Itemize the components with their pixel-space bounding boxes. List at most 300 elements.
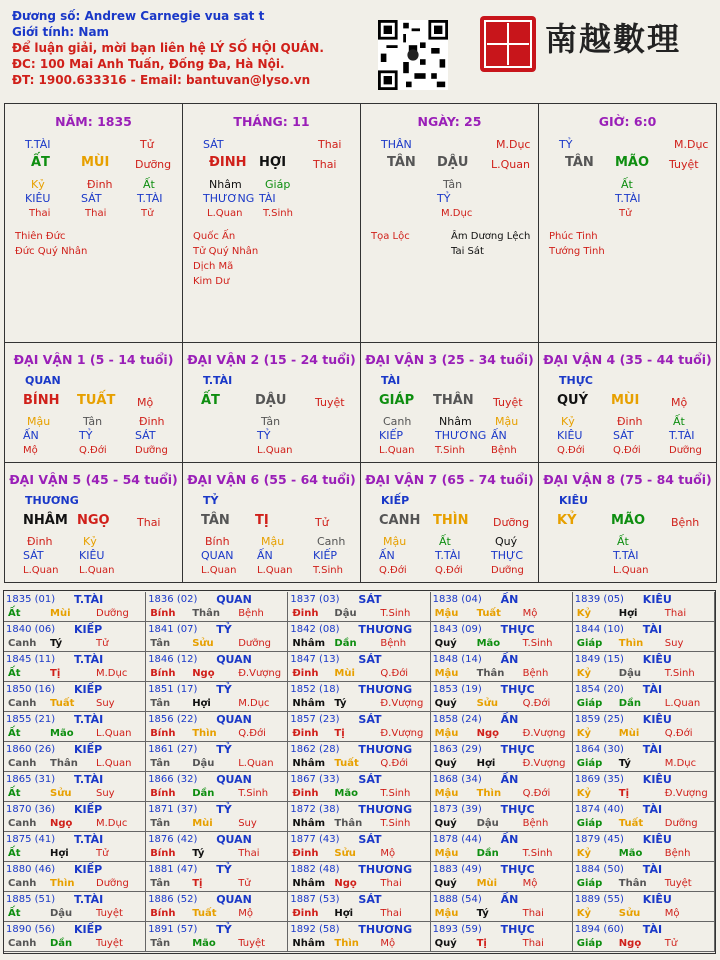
year-god: QUAN (216, 593, 252, 606)
hidden-stage: Q.Đới (79, 445, 107, 456)
earth-branch: MÃO (615, 155, 650, 170)
year-cell (4, 772, 146, 802)
year-god: SÁT (358, 713, 382, 726)
pillar-title: GIỜ: 6:0 (598, 114, 657, 129)
hidden-stem: Quý (495, 535, 518, 548)
year-branch: Dậu (618, 668, 641, 679)
hidden-stem: Kỷ (561, 415, 575, 428)
year-stem: Quý (434, 698, 457, 709)
hidden-stem: Đinh (139, 415, 165, 428)
year-god: T.TÀI (74, 653, 104, 666)
year-stage: Mộ (380, 938, 396, 949)
year-god: TỶ (216, 743, 232, 756)
year-cell (288, 592, 430, 622)
year-label: 1892 (58) (290, 924, 340, 935)
year-cell (431, 592, 573, 622)
year-label: 1868 (34) (432, 774, 482, 785)
star-note: Kim Dư (193, 276, 230, 287)
year-branch: Thìn (334, 938, 359, 949)
brand-title: 南越數理 (545, 20, 682, 58)
year-stem: Giáp (576, 758, 603, 769)
hidden-god: SÁT (613, 429, 634, 442)
year-stem: Nhâm (292, 698, 326, 709)
year-label: 1867 (33) (290, 774, 340, 785)
year-cell (288, 892, 430, 922)
hidden-stage: Thai (29, 208, 51, 219)
year-branch: Tý (618, 758, 631, 769)
year-branch: Thìn (618, 638, 644, 649)
year-god: QUAN (216, 653, 252, 666)
year-god: THỰC (500, 683, 535, 696)
dai-van-title: ĐẠI VẬN 5 (45 - 54 tuổi) (9, 472, 178, 487)
year-god: THỰC (500, 923, 535, 936)
year-stem: Ất (8, 848, 21, 859)
year-stem: Mậu (434, 668, 459, 679)
year-branch: Tý (50, 638, 63, 649)
year-branch: Dần (618, 698, 641, 709)
year-god: KIÊU (642, 773, 672, 786)
year-stage: Bệnh (238, 608, 264, 619)
hidden-god: THƯƠNG (435, 429, 487, 442)
year-stage: Đ.Vượng (380, 728, 424, 739)
year-branch: Dậu (476, 818, 499, 829)
year-label: 1869 (35) (574, 774, 624, 785)
top-stage: M.Dục (674, 138, 709, 151)
year-branch: Hợi (618, 608, 638, 619)
hidden-stem: Ất (439, 535, 451, 548)
year-cell (573, 742, 715, 772)
year-label: 1876 (42) (148, 834, 198, 845)
year-cell (288, 682, 430, 712)
year-label: 1890 (56) (6, 924, 56, 935)
year-branch: Thân (192, 608, 220, 619)
dai-van-god: THỰC (559, 374, 593, 387)
hidden-stage: L.Quan (201, 565, 237, 576)
year-god: TÀI (642, 803, 663, 816)
year-cell (573, 772, 715, 802)
hidden-stem: Nhâm (439, 415, 472, 428)
year-label: 1854 (20) (574, 684, 624, 695)
red-seal-logo (478, 14, 538, 74)
dai-van-title: ĐẠI VẬN 8 (75 - 84 tuổi) (543, 472, 712, 487)
hidden-stage: Dưỡng (669, 445, 702, 456)
year-stage: Đ.Vượng (664, 788, 708, 799)
year-label: 1878 (44) (432, 834, 482, 845)
star-note: Dịch Mã (193, 261, 234, 272)
hidden-stem: Mậu (261, 535, 285, 548)
year-stage: Tuyệt (96, 938, 123, 949)
year-god: THỰC (500, 803, 535, 816)
year-cell (146, 622, 288, 652)
dai-van-title: ĐẠI VẬN 1 (5 - 14 tuổi) (13, 352, 174, 367)
hidden-stem: Mậu (383, 535, 407, 548)
year-stage: Tử (96, 848, 109, 859)
year-stem: Mậu (434, 908, 459, 919)
year-stem: Canh (8, 878, 37, 889)
year-cell (288, 742, 430, 772)
dai-van-god: T.TÀI (203, 374, 233, 387)
earth-branch: MÙI (81, 155, 110, 170)
year-stem: Giáp (576, 818, 603, 829)
year-cell (431, 892, 573, 922)
year-stem: Đinh (292, 788, 319, 799)
year-cell (573, 652, 715, 682)
year-branch: Dần (50, 938, 73, 949)
hidden-stage: L.Quan (207, 208, 243, 219)
year-stem: Giáp (576, 878, 603, 889)
hidden-stem: Tân (261, 415, 281, 428)
heaven-stem: BÍNH (23, 393, 60, 408)
year-stem: Quý (434, 938, 457, 949)
hidden-stem: Giáp (265, 178, 291, 191)
branch-stage: Thai (137, 516, 161, 529)
hidden-god: T.TÀI (137, 192, 163, 205)
year-stem: Tân (150, 638, 171, 649)
earth-branch: TUẤT (77, 393, 116, 408)
year-god: THƯƠNG (358, 743, 413, 756)
year-cell (288, 832, 430, 862)
year-god: T.TÀI (74, 593, 104, 606)
year-god: SÁT (358, 893, 382, 906)
year-god: THƯƠNG (358, 623, 413, 636)
year-label: 1855 (21) (6, 714, 56, 725)
heaven-stem: TÂN (387, 155, 416, 170)
top-stage: Tử (140, 138, 154, 151)
hidden-stem: Tân (443, 178, 463, 191)
branch-stage: L.Quan (491, 158, 530, 171)
heaven-stem: KỶ (557, 513, 577, 528)
year-god: ẤN (500, 833, 519, 846)
year-god: TỶ (216, 683, 232, 696)
hidden-stage: T.Sinh (435, 445, 465, 456)
top-god: T.TÀI (25, 138, 51, 151)
year-stem: Bính (150, 848, 176, 859)
hidden-god: THƯƠNG (203, 192, 255, 205)
year-stem: Tân (150, 938, 171, 949)
year-cell (146, 652, 288, 682)
year-stem: Đinh (292, 668, 319, 679)
year-cell (4, 622, 146, 652)
hidden-stage: M.Dục (441, 208, 473, 219)
year-stage: M.Dục (664, 758, 697, 769)
branch-stage: Mộ (671, 396, 688, 409)
heaven-stem: TÂN (201, 513, 230, 528)
hidden-stage: L.Quan (379, 445, 415, 456)
year-label: 1866 (32) (148, 774, 198, 785)
star-note: Âm Dương Lệch (451, 231, 531, 242)
year-god: KIẾP (74, 743, 103, 756)
dai-van-title: ĐẠI VẬN 3 (25 - 34 tuổi) (365, 352, 534, 367)
year-branch: Tuất (50, 698, 75, 709)
year-god: THỰC (500, 863, 535, 876)
year-label: 1877 (43) (290, 834, 340, 845)
gender: Giới tính: Nam (12, 25, 110, 39)
year-cell (146, 712, 288, 742)
year-branch: Dần (476, 848, 499, 859)
year-stem: Tân (150, 758, 171, 769)
year-stage: Mộ (522, 878, 538, 889)
year-label: 1865 (31) (6, 774, 56, 785)
year-stage: Q.Đới (522, 788, 551, 799)
year-branch: Tý (476, 908, 489, 919)
year-label: 1870 (36) (6, 804, 56, 815)
year-label: 1880 (46) (6, 864, 56, 875)
star-note: Thiên Đức (15, 231, 66, 242)
pillar-title: THÁNG: 11 (233, 114, 310, 129)
year-stem: Canh (8, 818, 37, 829)
year-branch: Tý (334, 698, 347, 709)
year-cell (431, 682, 573, 712)
year-stem: Đinh (292, 908, 319, 919)
year-branch: Tuất (476, 608, 501, 619)
year-god: QUAN (216, 713, 252, 726)
year-cell (146, 802, 288, 832)
year-label: 1838 (04) (432, 594, 482, 605)
year-god: ẤN (500, 653, 519, 666)
hidden-stem: Bính (205, 535, 230, 548)
year-branch: Thân (50, 758, 78, 769)
year-label: 1849 (15) (574, 654, 624, 665)
hidden-stem: Ất (143, 178, 155, 191)
year-stem: Đinh (292, 608, 319, 619)
year-label: 1842 (08) (290, 624, 340, 635)
year-cell (146, 832, 288, 862)
top-god: SÁT (203, 138, 224, 151)
year-branch: Tuất (192, 908, 217, 919)
year-branch: Mùi (618, 728, 640, 739)
year-stage: Tử (238, 878, 251, 889)
year-cell (146, 772, 288, 802)
year-label: 1887 (53) (290, 894, 340, 905)
year-branch: Thân (618, 878, 647, 889)
year-stem: Nhâm (292, 878, 326, 889)
earth-branch: NGỌ (77, 513, 110, 528)
hidden-stage: Dưỡng (491, 565, 524, 576)
year-cell (431, 832, 573, 862)
hidden-stage: Thai (85, 208, 107, 219)
owner-name: Đương số: Andrew Carnegie vua sat t (12, 9, 265, 23)
year-stage: Mộ (664, 908, 680, 919)
year-stem: Bính (150, 908, 176, 919)
year-label: 1848 (14) (432, 654, 482, 665)
year-branch: Dần (334, 638, 357, 649)
year-stem: Mậu (434, 608, 459, 619)
year-stage: Tuyệt (238, 938, 266, 949)
year-stem: Nhâm (292, 758, 326, 769)
year-stem: Kỷ (576, 728, 592, 739)
header-info (12, 8, 324, 88)
pillar-title: NGÀY: 25 (417, 114, 482, 129)
hidden-stage: Tử (141, 208, 154, 219)
year-god: THỰC (500, 743, 535, 756)
hidden-god: TỶ (257, 429, 271, 442)
dai-van-4 (538, 342, 717, 463)
year-god: KIÊU (642, 593, 672, 606)
year-stem: Kỷ (576, 608, 592, 619)
year-branch: Mùi (476, 878, 498, 889)
branch-stage: Thai (313, 158, 337, 171)
year-stem: Tân (150, 878, 171, 889)
year-stage: Suy (664, 638, 684, 649)
year-cell (573, 802, 715, 832)
dai-van-god: QUAN (25, 374, 61, 387)
year-branch: Mùi (334, 668, 355, 679)
year-stem: Mậu (434, 728, 459, 739)
year-cell (288, 862, 430, 892)
year-label: 1841 (07) (148, 624, 198, 635)
hidden-god: SÁT (81, 192, 102, 205)
year-god: ẤN (500, 893, 519, 906)
year-label: 1847 (13) (290, 654, 340, 665)
year-stem: Tân (150, 698, 171, 709)
year-label: 1886 (52) (148, 894, 198, 905)
hidden-stage: Bệnh (491, 445, 517, 456)
hidden-stage: Dưỡng (135, 445, 168, 456)
address-line: ĐC: 100 Mai Anh Tuấn, Đống Đa, Hà Nội. (12, 57, 285, 71)
hidden-stage: Tử (619, 208, 632, 219)
year-stage: Thai (380, 878, 402, 889)
year-label: 1836 (02) (148, 594, 198, 605)
hidden-stage: L.Quan (613, 565, 649, 576)
star-note: Tử Quý Nhân (193, 246, 259, 257)
year-label: 1853 (19) (432, 684, 482, 695)
year-god: KIÊU (642, 713, 672, 726)
year-branch: Sửu (50, 788, 72, 799)
year-stage: M.Dục (238, 698, 270, 709)
year-label: 1835 (01) (6, 594, 56, 605)
year-branch: Sửu (192, 638, 214, 649)
earth-branch: DẬU (437, 155, 469, 170)
hidden-stage: L.Quan (79, 565, 115, 576)
year-cell (4, 592, 146, 622)
year-god: KIẾP (74, 683, 103, 696)
year-god: SÁT (358, 773, 382, 786)
year-stem: Quý (434, 638, 457, 649)
year-stage: M.Dục (96, 818, 128, 829)
year-stage: Suy (96, 698, 115, 709)
branch-stage: Dưỡng (493, 516, 530, 529)
hidden-god: TÀI (259, 192, 276, 205)
year-stage: Tuyệt (664, 878, 692, 889)
year-god: THƯƠNG (358, 683, 413, 696)
year-label: 1874 (40) (574, 804, 624, 815)
year-stage: Thai (522, 908, 544, 919)
year-cell (4, 682, 146, 712)
year-branch: Dậu (50, 908, 73, 919)
year-stage: T.Sinh (522, 638, 553, 649)
year-stem: Giáp (576, 698, 603, 709)
year-branch: Hợi (476, 758, 496, 769)
year-cell (4, 712, 146, 742)
year-stage: Đ.Vượng (522, 728, 566, 739)
year-god: KIẾP (74, 923, 103, 936)
year-stem: Ất (8, 728, 21, 739)
dai-van-8 (538, 462, 717, 583)
hidden-god: KIẾP (379, 429, 404, 442)
year-god: KIẾP (74, 863, 103, 876)
year-cell (431, 742, 573, 772)
dai-van-title: ĐẠI VẬN 7 (65 - 74 tuổi) (365, 472, 534, 487)
year-label: 1846 (12) (148, 654, 198, 665)
hidden-god: T.TÀI (669, 429, 695, 442)
year-branch: Mão (192, 938, 216, 949)
year-stage: Q.Đới (238, 728, 266, 739)
heaven-stem: ĐINH (209, 155, 247, 170)
hidden-stage: Q.Đới (557, 445, 585, 456)
year-label: 1844 (10) (574, 624, 624, 635)
dai-van-god: KIẾP (381, 494, 410, 507)
dai-van-5 (4, 462, 183, 583)
top-stage: M.Dục (496, 138, 531, 151)
year-cell (573, 922, 715, 952)
year-branch: Ngọ (618, 938, 642, 949)
year-label: 1843 (09) (432, 624, 482, 635)
year-branch: Tị (476, 938, 487, 949)
year-label: 1839 (05) (574, 594, 624, 605)
year-grid (3, 590, 716, 954)
dai-van-7 (360, 462, 539, 583)
pillar-title: NĂM: 1835 (55, 114, 132, 129)
year-god: TỶ (216, 803, 232, 816)
pillar-3 (360, 103, 539, 343)
year-stem: Giáp (576, 938, 603, 949)
year-stage: T.Sinh (664, 668, 695, 679)
year-stage: Thai (238, 848, 260, 859)
year-cell (573, 682, 715, 712)
hidden-stem: Canh (317, 535, 346, 548)
year-stage: Đ.Vượng (522, 758, 566, 769)
year-cell (4, 802, 146, 832)
hidden-god: KIÊU (557, 429, 583, 442)
year-cell (4, 742, 146, 772)
year-label: 1864 (30) (574, 744, 624, 755)
year-label: 1863 (29) (432, 744, 482, 755)
year-god: KIÊU (642, 653, 672, 666)
year-stage: Mộ (522, 608, 538, 619)
year-stem: Quý (434, 758, 457, 769)
star-note: Tai Sát (451, 246, 484, 257)
year-stage: T.Sinh (522, 848, 553, 859)
year-stage: L.Quan (96, 728, 132, 739)
hidden-stage: T.Sinh (263, 208, 293, 219)
year-cell (573, 862, 715, 892)
year-label: 1882 (48) (290, 864, 340, 875)
hidden-stage: Q.Đới (379, 565, 407, 576)
earth-branch: TỊ (255, 513, 269, 528)
year-branch: Hợi (50, 848, 69, 859)
dai-van-god: TỶ (203, 494, 219, 507)
year-label: 1837 (03) (290, 594, 340, 605)
year-cell (4, 652, 146, 682)
year-cell (431, 652, 573, 682)
branch-stage: Tuyệt (493, 396, 523, 409)
year-stage: L.Quan (664, 698, 701, 709)
year-god: T.TÀI (74, 713, 104, 726)
hidden-god: KIẾP (313, 549, 338, 562)
year-god: ẤN (500, 713, 519, 726)
year-label: 1859 (25) (574, 714, 624, 725)
year-god: T.TÀI (74, 893, 104, 906)
pillar-4 (538, 103, 717, 343)
hidden-stage: Mộ (23, 445, 38, 456)
pillar-2 (182, 103, 361, 343)
dai-van-god: KIÊU (559, 494, 589, 507)
top-god: THÂN (381, 138, 412, 151)
year-branch: Ngọ (476, 728, 499, 739)
year-cell (146, 922, 288, 952)
year-label: 1862 (28) (290, 744, 340, 755)
dai-van-title: ĐẠI VẬN 6 (55 - 64 tuổi) (187, 472, 356, 487)
